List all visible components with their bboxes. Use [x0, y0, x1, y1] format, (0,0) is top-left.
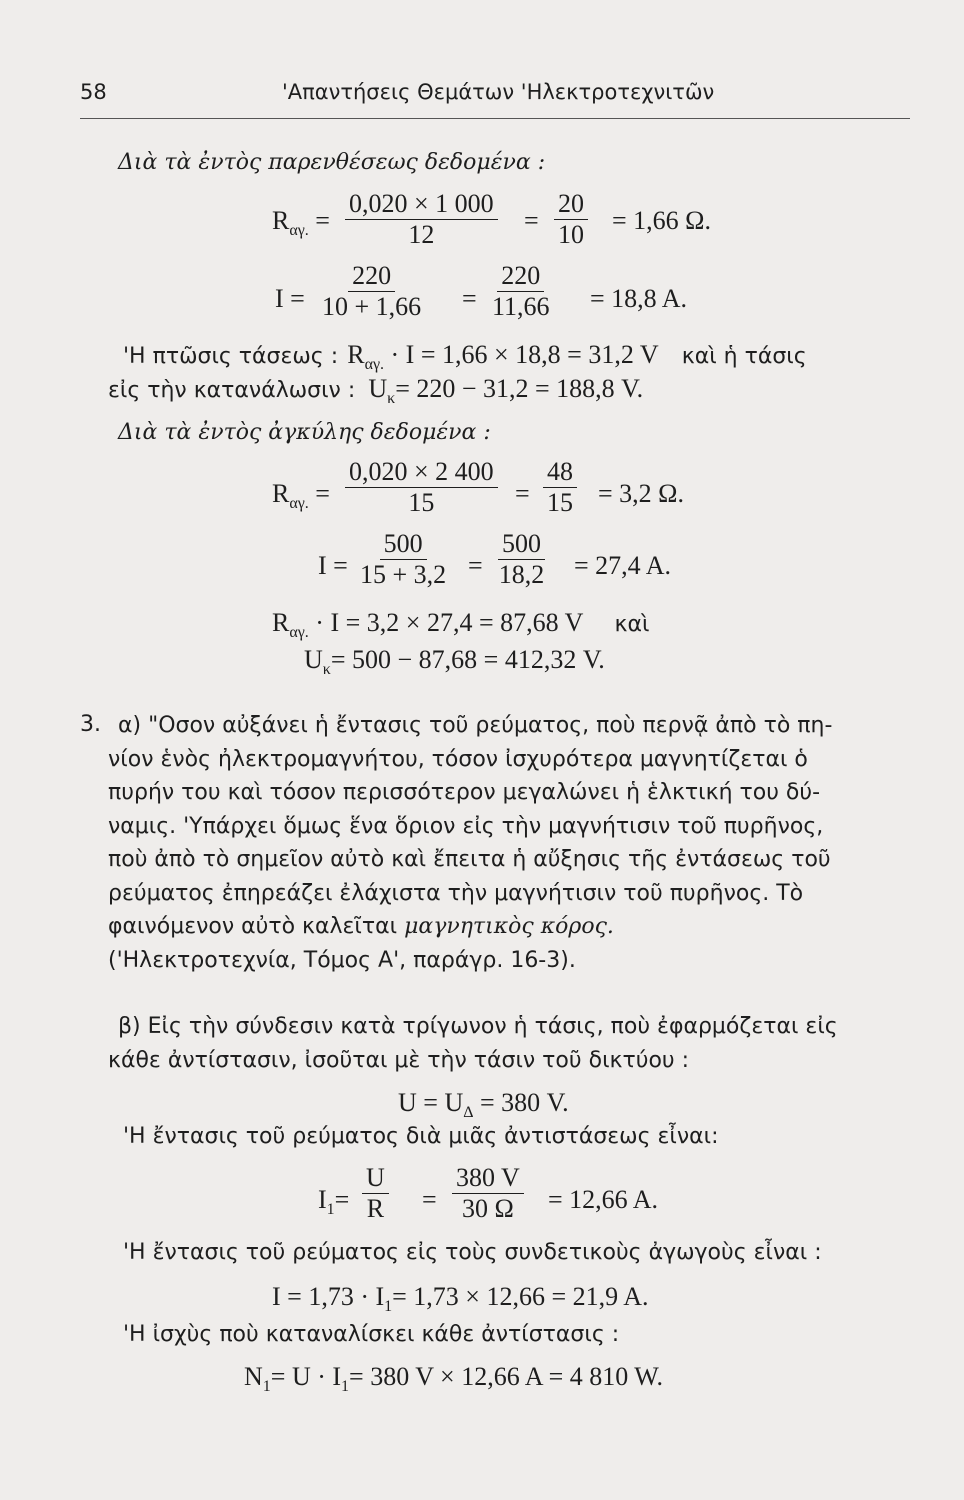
beta-i1-equals: =: [422, 1185, 437, 1214]
block1-r-fraction-1: $\frac{0,020 \times 1 000}{12}$: [345, 190, 498, 249]
alpha-line: πυρήν του καὶ τόσον περισσότερον μεγαλώνει ἡ ἑλκτική του δύ-: [108, 780, 821, 805]
beta-i1-fraction-1: $\frac{U}{R}$: [362, 1164, 389, 1223]
block1-i-lhs: I =: [275, 284, 305, 313]
block2-r-result: = 3,2 Ω.: [598, 479, 684, 508]
block1-drop-line: 'Η πτῶσις τάσεως : $R_{\alpha\gamma.} \cdot I = 1,66 \times 18,8 = 31,2$ V καὶ ἡ τάσις: [123, 340, 807, 374]
beta-i1-lhs: $I_1=$: [318, 1185, 350, 1219]
block2-i-equals: =: [468, 551, 483, 580]
block2-r-lhs: $R_{\alpha\gamma.}$ =: [272, 479, 330, 513]
block1-i-result: = 18,8 A.: [590, 284, 688, 313]
beta-i1-result: = 12,66 A.: [548, 1185, 659, 1214]
block2-i-lhs: I =: [318, 551, 348, 580]
beta-line-current-equation: $I = 1,73 \cdot I_1= 1,73 \times 12,66 = 21,9$ A.: [272, 1282, 649, 1316]
alpha-line: α) "Οσον αὐξάνει ἡ ἔντασις τοῦ ρεύματος, ποὺ περνᾷ ἀπὸ τὸ πη-: [118, 713, 833, 738]
block1-heading: Διὰ τὰ ἐντὸς παρενθέσεως δεδομένα :: [118, 150, 546, 175]
block2-r-fraction-1: $\frac{0,020 \times 2 400}{15}$: [345, 458, 498, 517]
block1-r-equals: =: [524, 206, 539, 235]
block1-r-result: = 1,66 Ω.: [612, 206, 711, 235]
block1-i-fraction-1: $\frac{220}{10 + 1,66}$: [322, 261, 422, 321]
block2-heading: Διὰ τὰ ἐντὸς ἀγκύλης δεδομένα :: [118, 420, 491, 445]
block2-u-line: $U_\kappa= 500 - 87,68 = 412,32$ V.: [304, 645, 605, 679]
block1-r-fraction-2: $\frac{20}{10}$: [554, 190, 588, 249]
beta-power-text: 'Η ἰσχὺς ποὺ καταναλίσκει κάθε ἀντίστασις :: [123, 1322, 620, 1347]
beta-current-text: 'Η ἔντασις τοῦ ρεύματος διὰ μιᾶς ἀντιστάσεως εἶναι:: [123, 1124, 719, 1149]
beta-i1-fraction-2: $\frac{380 V}{30 \Omega}$: [452, 1164, 524, 1223]
block2-product-line: $R_{\alpha\gamma.} \cdot I = 3,2 \times 27,4 = 87,68$ V καὶ: [272, 608, 650, 642]
block2-r-equals: =: [515, 479, 530, 508]
beta-line: κάθε ἀντίστασιν, ἰσοῦται μὲ τὴν τάσιν τοῦ δικτύου :: [108, 1047, 690, 1073]
block2-i-fraction-2: $\frac{500}{18,2}$: [498, 529, 545, 589]
page-number: 58: [80, 80, 107, 104]
alpha-line: ποὺ ἀπὸ τὸ σημεῖον αὐτὸ καὶ ἔπειτα ἡ αὔξησις τῆς ἐντάσεως τοῦ: [108, 847, 831, 872]
alpha-reference: ('Ηλεκτροτεχνία, Τόμος Α', παράγρ. 16-3).: [108, 947, 576, 973]
beta-u-equation: $U = U_\Delta = 380$ V.: [398, 1088, 569, 1122]
running-title: 'Απαντήσεις Θεμάτων 'Ηλεκτροτεχνιτῶν: [282, 80, 715, 104]
alpha-line: ναμις. 'Υπάρχει ὅμως ἕνα ὅριον εἰς τὴν μαγνήτισιν τοῦ πυρῆνος,: [108, 813, 824, 839]
alpha-last-line: φαινόμενον αὐτὸ καλεῖται μαγνητικὸς κόρος.: [108, 914, 614, 939]
block2-i-fraction-1: $\frac{500}{15 + 3,2}$: [360, 529, 447, 589]
block1-consumption-line: εἰς τὴν κατανάλωσιν : $U_\kappa= 220 - 31,2 = 188,8$ V.: [108, 374, 644, 408]
section3-alpha-paragraph: [108, 709, 832, 977]
alpha-line: ρεύματος ἐπηρεάζει ἐλάχιστα τὴν μαγνήτισιν τοῦ πυρῆνος. Τὸ: [108, 880, 804, 906]
beta-power-equation: $N_1= U \cdot I_1= 380$ V × 12,66 A = 4 810 W.: [244, 1362, 663, 1396]
section-number: 3.: [80, 712, 101, 737]
section3-beta-paragraph: [108, 1010, 838, 1077]
block2-i-result: = 27,4 A.: [574, 551, 672, 580]
beta-line-current-text: 'Η ἔντασις τοῦ ρεύματος εἰς τοὺς συνδετικοὺς ἀγωγοὺς εἶναι :: [123, 1240, 822, 1265]
header-rule: [80, 118, 910, 119]
block1-i-equals: =: [462, 284, 477, 313]
block1-i-fraction-2: $\frac{220}{11,66}$: [492, 261, 550, 321]
beta-line: β) Εἰς τὴν σύνδεσιν κατὰ τρίγωνον ἡ τάσις, ποὺ ἐφαρμόζεται εἰς: [118, 1014, 838, 1039]
block1-r-lhs: $R_{\alpha\gamma.}$ =: [272, 206, 330, 240]
alpha-line: νίον ἑνὸς ἠλεκτρομαγνήτου, τόσον ἰσχυρότερα μαγνητίζεται ὁ: [108, 746, 808, 772]
block2-r-fraction-2: $\frac{48}{15}$: [543, 458, 577, 517]
